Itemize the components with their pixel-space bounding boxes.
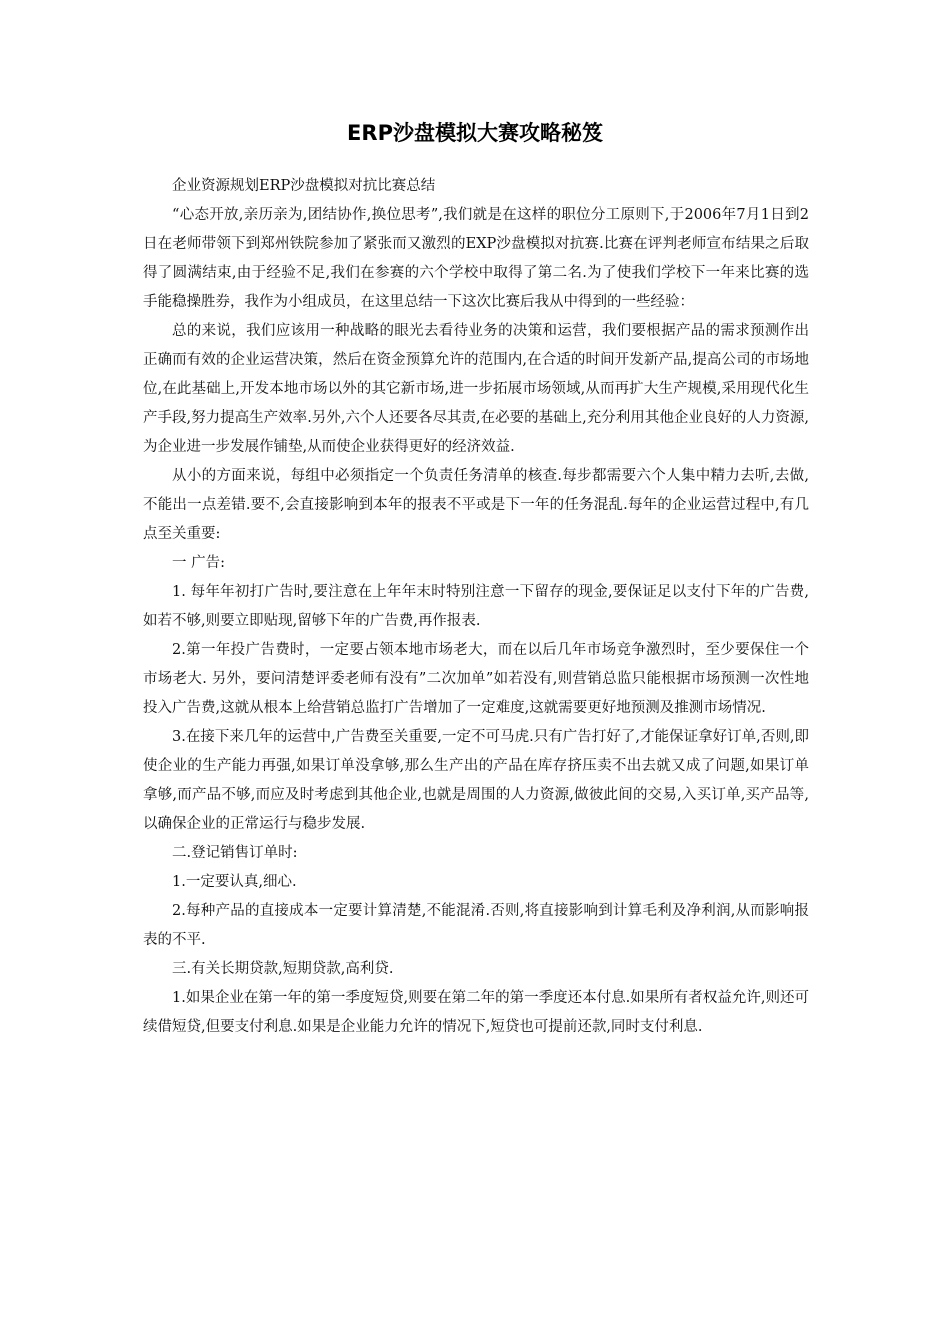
- paragraph: 总的来说，我们应该用一种战略的眼光去看待业务的决策和运营，我们要根据产品的需求预测作出正确而有效的企业运营决策，然后在资金预算允许的范围内,在合适的时间开发新产品,提高公司的市场地位,在此基础上,开发本地市场以外的其它新市场,进一步拓展市场领域,从而再扩大生产规模,采用现代化生产手段,努力提高生产效率.另外,六个人还要各尽其责,在必要的基础上,充分利用其他企业良好的人力资源,为企业进一步发展作铺垫,从而使企业获得更好的经济效益.: [143, 323, 809, 455]
- paragraph: 从小的方面来说，每组中必须指定一个负责任务清单的核查.每步都需要六个人集中精力去听,去做,不能出一点差错.要不,会直接影响到本年的报表不平或是下一年的任务混乱.每年的企业运营过程中,有几点至关重要:: [143, 468, 809, 542]
- document-body: [143, 172, 809, 1042]
- paragraph: 1.如果企业在第一年的第一季度短贷,则要在第二年的第一季度还本付息.如果所有者权益允许,则还可续借短贷,但要支付利息.如果是企业能力允许的情况下,短贷也可提前还款,同时支付利息.: [143, 990, 809, 1035]
- section-heading: 一 广告:: [172, 555, 225, 571]
- paragraph: “心态开放,亲历亲为,团结协作,换位思考”,我们就是在这样的职位分工原则下,于2006年7月1日到2日在老师带领下到郑州铁院参加了紧张而又激烈的EXP沙盘模拟对抗赛.比赛在评判老师宣布结果之后取得了圆满结束,由于经验不足,我们在参赛的六个学校中取得了第二名.为了使我们学校下一年来比赛的选手能稳操胜券，我作为小组成员，在这里总结一下这次比赛后我从中得到的一些经验：: [143, 207, 809, 310]
- section-heading: 二.登记销售订单时:: [172, 845, 298, 861]
- paragraph: 3.在接下来几年的运营中,广告费至关重要,一定不可马虎.只有广告打好了,才能保证拿好订单,否则,即使企业的生产能力再强,如果订单没拿够,那么生产出的产品在库存挤压卖不出去就又成了问题,如果订单拿够,而产品不够,而应及时考虑到其他企业,也就是周围的人力资源,做彼此间的交易,入买订单,买产品等,以确保企业的正常运行与稳步发展.: [143, 729, 809, 832]
- paragraph: 2.第一年投广告费时，一定要占领本地市场老大，而在以后几年市场竞争激烈时，至少要保住一个市场老大. 另外，要问清楚评委老师有没有”二次加单”如若没有,则营销总监只能根据市场预测一次性地投入广告费,这就从根本上给营销总监打广告增加了一定难度,这就需要更好地预测及推测市场情况.: [143, 642, 809, 716]
- document-title: ERP沙盘模拟大赛攻略秘笈: [347, 121, 603, 145]
- paragraph: 1.一定要认真,细心.: [172, 874, 297, 890]
- paragraph-subtitle: 企业资源规划ERP沙盘模拟对抗比赛总结: [172, 178, 436, 194]
- paragraph: 1. 每年年初打广告时,要注意在上年年末时特别注意一下留存的现金,要保证足以支付下年的广告费,如若不够,则要立即贴现,留够下年的广告费,再作报表.: [143, 584, 809, 629]
- section-heading: 三.有关长期贷款,短期贷款,高利贷.: [172, 961, 394, 977]
- paragraph: 2.每种产品的直接成本一定要计算清楚,不能混淆.否则,将直接影响到计算毛利及净利润,从而影响报表的不平.: [143, 903, 809, 948]
